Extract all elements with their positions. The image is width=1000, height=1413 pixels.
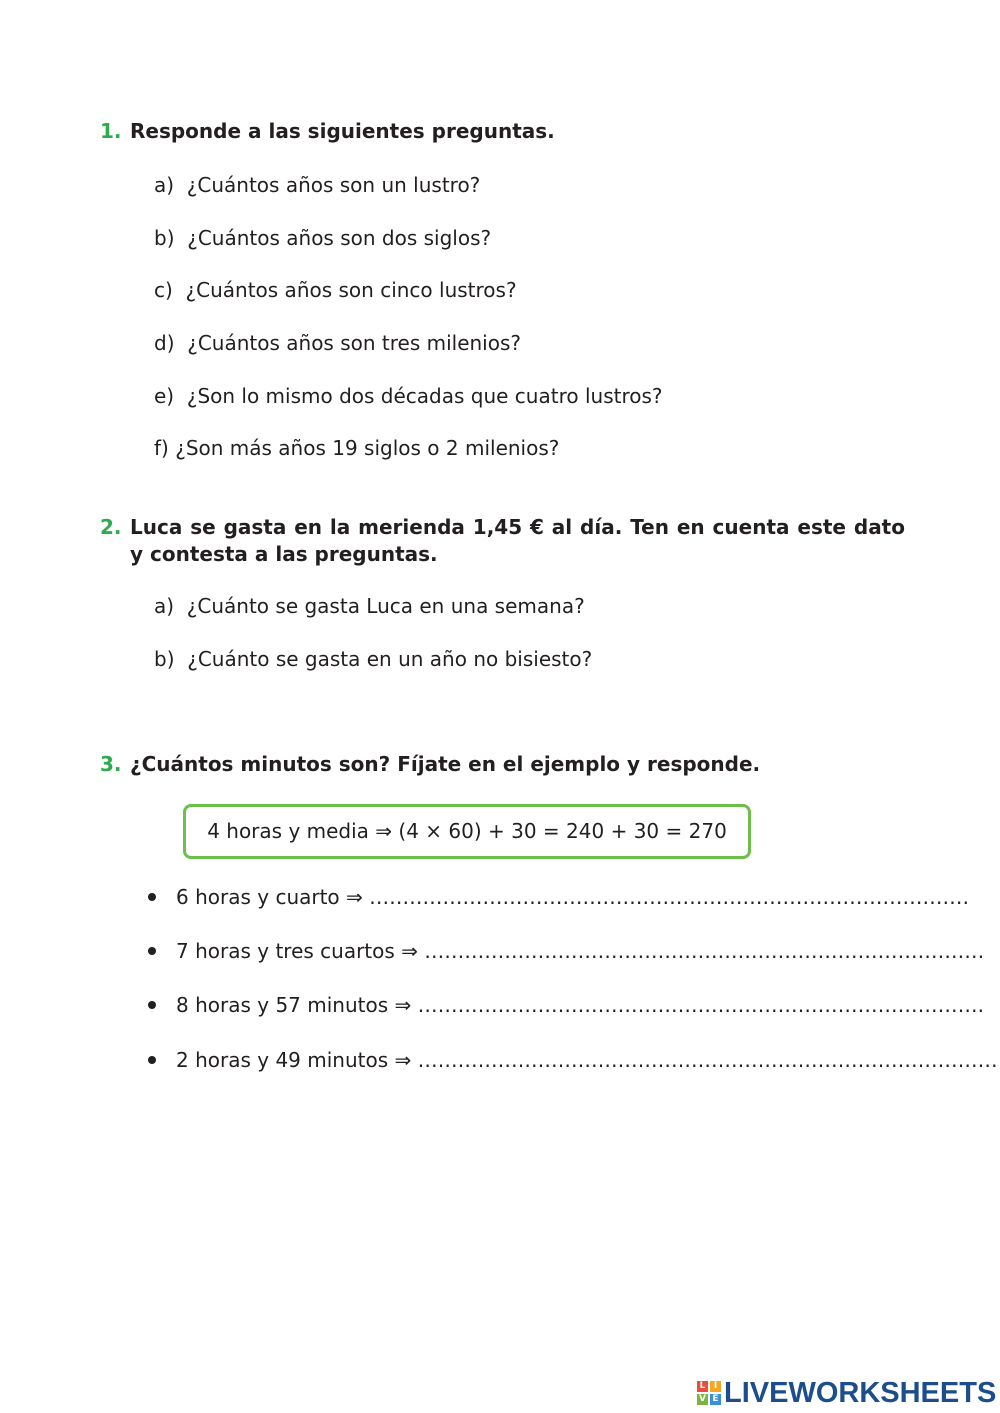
list-item (148, 992, 984, 1018)
question-1f: f) ¿Son más años 19 siglos o 2 milenios? (154, 436, 560, 460)
question-1c: c) ¿Cuántos años son cinco lustros? (154, 278, 517, 302)
question-1e: e) ¿Son lo mismo dos décadas que cuatro lustros? (154, 384, 663, 408)
logo-letter-i: I (710, 1381, 721, 1392)
exercise-1-title: Responde a las siguientes preguntas. (130, 119, 555, 143)
liveworksheets-logo (697, 1378, 996, 1408)
list-item-text: 8 horas y 57 minutos ⇒ …………………………………………………………………………. (176, 993, 984, 1017)
list-item-text: 6 horas y cuarto ⇒ ……………………………………………………………………………… (176, 885, 970, 909)
bullet-icon (148, 947, 156, 955)
question-2b: b) ¿Cuánto se gasta en un año no bisiesto? (154, 647, 593, 671)
exercise-2-heading (100, 514, 905, 568)
bullet-icon (148, 1001, 156, 1009)
logo-letter-e: E (710, 1394, 721, 1405)
list-item (148, 884, 969, 910)
exercise-2-number: 2. (100, 515, 122, 539)
logo-letter-l: L (697, 1381, 708, 1392)
bullet-icon (148, 893, 156, 901)
exercise-2-title: Luca se gasta en la merienda 1,45 € al día. Ten en cuenta este dato y contesta a las preguntas. (130, 515, 905, 566)
exercise-1-heading (100, 118, 905, 145)
logo-mark-icon (697, 1381, 721, 1405)
exercise-3-number: 3. (100, 752, 122, 776)
bullet-icon (148, 1056, 156, 1064)
list-item-text: 7 horas y tres cuartos ⇒ ………………………………………………………………………… (176, 939, 985, 963)
logo-letter-v: V (697, 1394, 708, 1405)
question-2a: a) ¿Cuánto se gasta Luca en una semana? (154, 594, 585, 618)
question-1a: a) ¿Cuántos años son un lustro? (154, 173, 481, 197)
list-item (148, 1047, 998, 1073)
logo-text: LIVEWORKSHEETS (724, 1377, 997, 1409)
exercise-3-heading (100, 751, 905, 778)
example-box: 4 horas y media ⇒ (4 × 60) + 30 = 240 + 30 = 270 (183, 804, 751, 859)
list-item-text: 2 horas y 49 minutos ⇒ …………………………………………………………………………… (176, 1048, 998, 1072)
question-1d: d) ¿Cuántos años son tres milenios? (154, 331, 522, 355)
exercise-3-title: ¿Cuántos minutos son? Fíjate en el ejemplo y responde. (130, 752, 761, 776)
exercise-1-number: 1. (100, 119, 122, 143)
list-item (148, 938, 984, 964)
question-1b: b) ¿Cuántos años son dos siglos? (154, 226, 492, 250)
